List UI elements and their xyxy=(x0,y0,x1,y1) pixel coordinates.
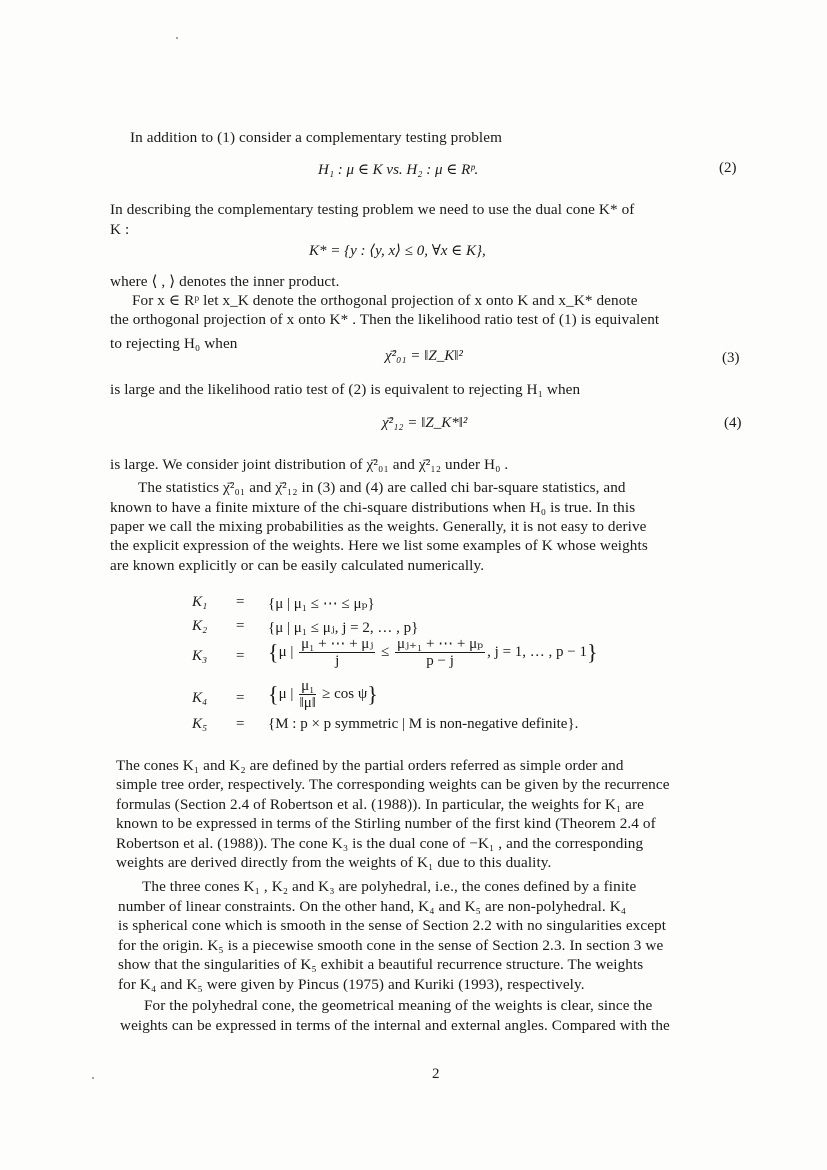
cone-k4 xyxy=(0,678,827,718)
paragraph-intro: In addition to (1) consider a complementary testing problem xyxy=(130,129,502,146)
cone-k3 xyxy=(0,636,827,680)
page-number: 2 xyxy=(432,1066,440,1082)
cone-k1 xyxy=(0,594,827,616)
cone-def-suffix: , j = 1, … , p − 1 xyxy=(487,643,588,660)
cone-name: K₄ xyxy=(192,690,208,706)
cone-name: K₃ xyxy=(192,648,208,664)
cone-definition: {μ | μ₁ ≤ μⱼ, j = 2, … , p} xyxy=(268,620,419,636)
text-line: show that the singularities of K₅ exhibit a beautiful recurrence structure. The weights xyxy=(118,956,644,973)
text-line: known to have a finite mixture of the chi-square distributions when H₀ is true. In this xyxy=(110,499,636,516)
text-line: known to be expressed in terms of the Stirling number of the first kind (Theorem 2.4 of xyxy=(116,815,656,832)
equation-3: χ̄²₀₁ = ‖Z_K‖² xyxy=(385,348,463,364)
cone-def-prefix: μ | xyxy=(278,685,294,702)
text-line: simple tree order, respectively. The corresponding weights can be given by the recurrence xyxy=(116,776,670,793)
text-line: for the origin. K₅ is a piecewise smooth cone in the sense of Section 2.3. In section 3 we xyxy=(118,937,664,954)
paragraph-projection-line3: to rejecting H₀ when xyxy=(110,335,238,352)
relation: ≤ xyxy=(381,643,390,660)
text-line: are known explicitly or can be easily calculated numerically. xyxy=(110,557,485,574)
text-line: the explicit expression of the weights. Here we list some examples of K whose weights xyxy=(110,537,648,554)
cone-equals: = xyxy=(236,618,245,634)
fraction: $\frac{\text{μⱼ₊₁ + ⋯ + μₚ}}{p - j}$ xyxy=(397,636,484,669)
text-line: For the polyhedral cone, the geometrical meaning of the weights is clear, since the xyxy=(144,997,653,1014)
paragraph-large-1: is large and the likelihood ratio test of (2) is equivalent to rejecting H₁ when xyxy=(110,381,581,398)
text-line: weights are derived directly from the weights of K₁ due to this duality. xyxy=(116,854,552,871)
text-line: formulas (Section 2.4 of Robertson et al. (1988)). In particular, the weights for K₁ are xyxy=(116,796,645,813)
cone-definition: {μ | μ₁ ≤ ⋯ ≤ μₚ} xyxy=(268,596,375,612)
text-line: number of linear constraints. On the other hand, K₄ and K₅ are non-polyhedral. K₄ xyxy=(118,898,627,915)
cone-equals: = xyxy=(236,716,245,732)
paragraph-large-2: is large. We consider joint distribution of χ̄²₀₁ and χ̄²₁₂ under H₀ . xyxy=(110,456,509,473)
fraction: $\frac{\text{μ₁}}{‖\mu‖}$ xyxy=(299,678,316,711)
cone-k5 xyxy=(0,716,827,738)
cone-equals: = xyxy=(236,594,245,610)
cone-equals: = xyxy=(236,648,245,664)
cone-definition: {M : p × p symmetric | M is non-negative definite}. xyxy=(268,716,579,732)
scan-speck xyxy=(176,37,178,39)
cone-definition: {μ | $\frac{\text{μ₁ + ⋯ + μⱼ}}{j}$ ≤ $\frac{\text{μⱼ₊₁ + ⋯ + μₚ}}{p - j}$ , j = 1, … , p − 1} xyxy=(268,636,598,669)
text-line: weights can be expressed in terms of the internal and external angles. Compared with the xyxy=(120,1017,670,1034)
cone-name: K₅ xyxy=(192,716,208,732)
text-line: for K₄ and K₅ were given by Pincus (1975) and Kuriki (1993), respectively. xyxy=(118,976,585,993)
equation-2: H₁ : μ ∈ K vs. H₂ : μ ∈ Rᵖ. xyxy=(318,162,479,178)
scan-speck xyxy=(92,1077,94,1079)
paragraph-projection-line2: the orthogonal projection of x onto K* . Then the likelihood ratio test of (1) is equivalent xyxy=(110,311,660,328)
cone-equals: = xyxy=(236,690,245,706)
equation-4: χ̄²₁₂ = ‖Z_K*‖² xyxy=(382,415,468,431)
equation-dual-cone: K* = {y : ⟨y, x⟩ ≤ 0, ∀x ∈ K}, xyxy=(309,243,486,259)
cone-def-prefix: μ | xyxy=(278,643,294,660)
paragraph-dual-line1: In describing the complementary testing problem we need to use the dual cone K* of xyxy=(110,201,635,218)
paragraph-where: where ⟨ , ⟩ denotes the inner product. xyxy=(110,273,340,290)
text-line: The cones K₁ and K₂ are defined by the partial orders referred as simple order and xyxy=(116,757,624,774)
fraction: $\frac{\text{μ₁ + ⋯ + μⱼ}}{j}$ xyxy=(301,636,374,669)
cone-name: K₁ xyxy=(192,594,208,610)
paragraph-dual-line2: K : xyxy=(110,221,130,238)
equation-3-number: (3) xyxy=(722,350,740,366)
text-line: Robertson et al. (1988)). The cone K₃ is the dual cone of −K₁ , and the corresponding xyxy=(116,835,644,852)
cone-definition: {μ | $\frac{\text{μ₁}}{‖\mu‖}$ ≥ cos ψ} xyxy=(268,678,378,711)
cone-name: K₂ xyxy=(192,618,208,634)
equation-2-number: (2) xyxy=(719,160,737,176)
cone-def-suffix: ≥ cos ψ xyxy=(322,685,368,702)
equation-4-number: (4) xyxy=(724,415,742,431)
text-line: is spherical cone which is smooth in the sense of Section 2.2 with no singularities except xyxy=(118,917,667,934)
text-line: The statistics χ̄²₀₁ and χ̄²₁₂ in (3) and (4) are called chi bar-square statistics, and xyxy=(138,479,626,496)
paragraph-projection-line1: For x ∈ Rᵖ let x_K denote the orthogonal projection of x onto K and x_K* denote xyxy=(132,292,638,309)
text-line: paper we call the mixing probabilities as the weights. Generally, it is not easy to derive xyxy=(110,518,647,535)
text-line: The three cones K₁ , K₂ and K₃ are polyhedral, i.e., the cones defined by a finite xyxy=(142,878,637,895)
